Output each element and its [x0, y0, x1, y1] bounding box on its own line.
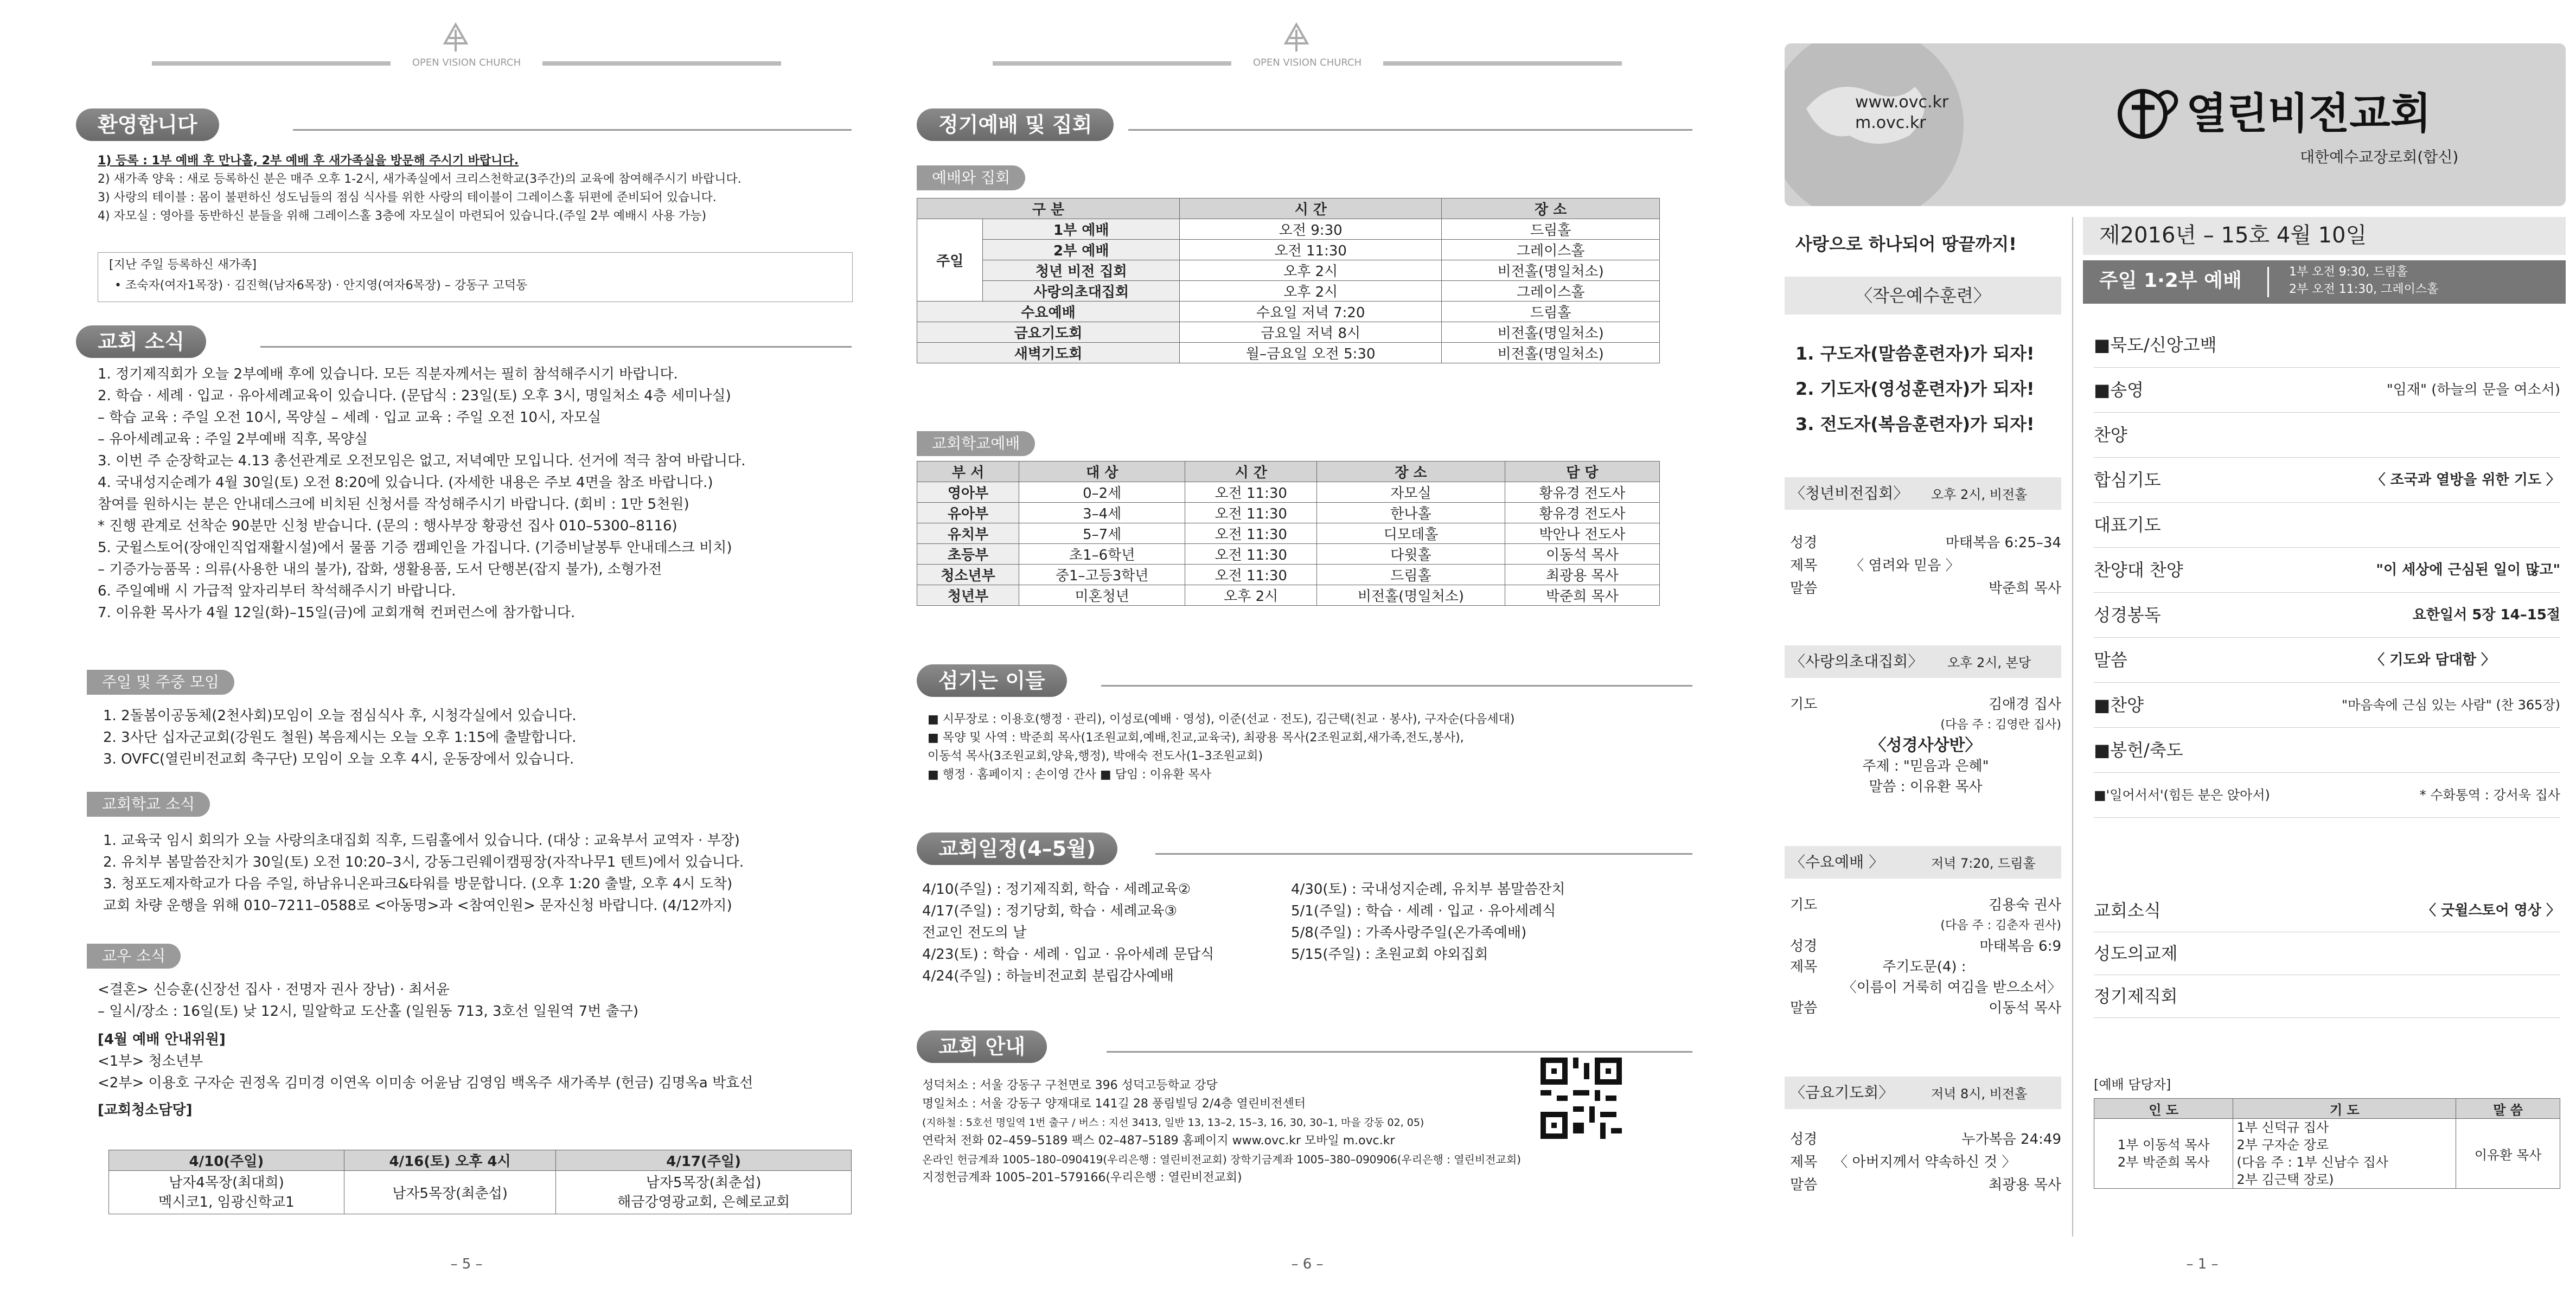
jesus-line: 3. 전도자(복음훈련자)가 되자!	[1795, 414, 2035, 434]
member-list	[98, 979, 753, 1121]
meeting-line: 1. 2돌봄이공동체(2천사회)모임이 오늘 점심식사 후, 시청각실에서 있습니다.	[103, 708, 577, 724]
school-line: 3. 청포도제자학교가 다음 주일, 하남유니온파크&타워를 방문합니다. (오후 1:20 출발, 오후 4시 도착)	[103, 876, 733, 892]
service-times	[2289, 264, 2438, 298]
school-header: 담 당	[1505, 462, 1659, 482]
servant-line: 이동석 목사(3조원교회,양육,행정), 박애숙 전도사(1–3조원교회)	[928, 750, 1263, 763]
after-worship	[2094, 889, 2560, 1018]
cleaning-title: [교회청소담당]	[98, 1102, 193, 1118]
schedule-line: 4/30(토) : 국내성지순례, 유치부 봄말씀잔치	[1291, 881, 1565, 898]
issue-banner	[2083, 217, 2566, 255]
worship-cell: 오전 11:30	[1180, 240, 1442, 260]
school-cell: 청소년부	[917, 565, 1019, 585]
wed-label: 기도	[1790, 897, 1818, 913]
wed-label: 성경	[1790, 938, 1818, 955]
guide-line: <2부> 이용호 구자순 권정옥 김미경 이연옥 이미송 어윤남 김영임 백옥주 새가족부 (헌금) 김명옥a 박효선	[98, 1075, 753, 1091]
school-cell: 영아부	[917, 482, 1019, 503]
school-header: 장 소	[1317, 462, 1505, 482]
worship-group-label: 주일	[917, 219, 983, 302]
header-rule-right	[1383, 61, 1622, 66]
worship-cell: 2부 예배	[983, 240, 1180, 260]
worship-cell: 오후 2시	[1180, 281, 1442, 302]
news-line: 2. 학습 · 세례 · 입교 · 유아세례교육이 있습니다. (문답식 : 23일(토) 오후 3시, 명일처소 4층 세미나실)	[98, 388, 731, 404]
duty-cell: 1부 이동석 목사 2부 박준희 목사	[2094, 1119, 2233, 1189]
section-guide-title: 교회 안내	[917, 1030, 1047, 1063]
guide-title: [4월 예배 안내위원]	[98, 1032, 226, 1048]
youth-banner	[1785, 477, 2061, 510]
order-item: 말씀	[2094, 650, 2127, 670]
cleaning-header: 4/10(주일)	[109, 1150, 344, 1171]
subsection-worship-title: 예배와 집회	[917, 165, 1025, 190]
cover-header	[1785, 43, 2566, 206]
servant-line: ■ 시무장로 : 이용호(행정 · 관리), 이성로(예배 · 영성), 이준(선교 · 전도), 김근택(친교 · 봉사), 구자순(다음세대)	[928, 713, 1515, 726]
meetings-list	[103, 705, 577, 770]
duty-header: 기 도	[2233, 1099, 2456, 1119]
page-header	[60, 19, 873, 79]
school-cell: 박안나 전도사	[1505, 523, 1659, 544]
schedule-right	[1291, 879, 1565, 965]
worship-cell: 오전 9:30	[1180, 219, 1442, 240]
fri-label: 말씀	[1790, 1177, 1818, 1193]
school-cell: 유치부	[917, 523, 1019, 544]
news-line: 3. 이번 주 순장학교는 4.13 총선관계로 오전모임은 없고, 저녁예만 모입니다. 선거에 적극 참여 바랍니다.	[98, 453, 746, 469]
school-cell: 중1–고등3학년	[1019, 565, 1185, 585]
school-cell: 오후 2시	[1185, 585, 1317, 606]
love-title: 〈사랑의초대집회〉	[1790, 652, 1923, 670]
school-header: 부 서	[917, 462, 1019, 482]
jesus-training-banner	[1785, 277, 2061, 315]
school-header: 대 상	[1019, 462, 1185, 482]
worship-cell: 수요예배	[917, 302, 1180, 322]
welcome-line: 4) 자모실 : 영아를 동반하신 분들을 위해 그레이스홀 3층에 자모실이 마련되어 있습니다.(주일 2부 예배시 사용 가능)	[98, 209, 707, 223]
worship-header: 시 간	[1180, 198, 1442, 219]
school-cell: 자모실	[1317, 482, 1505, 503]
love-label: 기도	[1790, 696, 1818, 713]
meeting-line: 3. OVFC(열린비전교회 축구단) 모임이 오늘 오후 4시, 운동장에서 있습니다.	[103, 751, 574, 767]
after-item: 정기제직회	[2094, 986, 2178, 1007]
schedule-line: 4/23(토) : 학습 · 세례 · 입교 · 유아세례 문답식	[922, 946, 1215, 963]
order-item: 합심기도	[2094, 470, 2161, 490]
welcome-line: 1) 등록 : 1부 예배 후 만나홀, 2부 예배 후 새가족실을 방문해 주시기 바랍니다.	[98, 154, 519, 168]
church-logo-icon	[2115, 81, 2181, 141]
school-cell: 박준희 목사	[1505, 585, 1659, 606]
school-cell: 미혼청년	[1019, 585, 1185, 606]
worship-header: 구 분	[917, 198, 1180, 219]
jesus-training-list	[1795, 336, 2035, 442]
love-theme: 주제 : "믿음과 은혜"	[1862, 758, 1989, 774]
order-item: 대표기도	[2094, 515, 2161, 535]
wed-label: 제목	[1790, 959, 1818, 975]
header-rule-left	[993, 61, 1231, 66]
love-next: (다음 주 : 김영란 집사)	[1940, 718, 2061, 732]
fri-label: 제목	[1790, 1154, 1818, 1170]
guide-line: 연락처 전화 02–459–5189 팩스 02–487–5189 홈페이지 www.ovc.kr 모바일 m.ovc.kr	[922, 1134, 1395, 1148]
guide-line: (지하철 : 5호선 명일역 1번 출구 / 버스 : 지선 3413, 일반 13, 13–2, 15–3, 16, 30, 30–1, 마을 강동 02, 05)	[922, 1117, 1424, 1129]
worship-cell: 1부 예배	[983, 219, 1180, 240]
church-name: 열린비전교회	[2186, 89, 2432, 138]
school-cell: 오전 11:30	[1185, 482, 1317, 503]
cover-urls	[1855, 92, 1948, 133]
divider	[1107, 1051, 1692, 1053]
church-logo-icon	[434, 19, 477, 57]
cleaning-cell: 남자5목장(최춘섭)	[344, 1171, 555, 1214]
worship-cell: 드림홀	[1442, 219, 1660, 240]
order-item: ■봉헌/축도	[2094, 740, 2183, 760]
servants-list	[928, 710, 1514, 784]
love-details	[1790, 694, 2061, 797]
school-cell: 황유경 전도사	[1505, 503, 1659, 523]
school-cell: 0–2세	[1019, 482, 1185, 503]
worship-cell: 청년 비전 집회	[983, 260, 1180, 281]
worship-cell: 오후 2시	[1180, 260, 1442, 281]
news-line: – 기증가능품목 : 의류(사용한 내의 불가), 잡화, 생활용품, 도서 단행본(잡지 불가), 소형가전	[98, 561, 662, 578]
cleaning-header: 4/16(토) 오후 4시	[344, 1150, 555, 1171]
wednesday-details	[1790, 895, 2061, 1018]
schedule-line: 5/1(주일) : 학습 · 세례 · 입교 · 유아세례식	[1291, 903, 1556, 919]
fri-value: 누가복음 24:49	[1961, 1131, 2061, 1148]
order-value: "마음속에 근심 있는 사람" (찬 365장)	[2342, 697, 2560, 713]
schedule-line: 전교인 전도의 날	[922, 925, 1027, 941]
welcome-list	[98, 152, 742, 226]
worship-cell: 그레이스홀	[1442, 281, 1660, 302]
order-value: * 수화통역 : 강서욱 집사	[2419, 787, 2560, 803]
friday-banner	[1785, 1077, 2061, 1109]
school-line: 2. 유치부 봄말씀잔치가 30일(토) 오전 10:20–3시, 강동그린웨이캠핑장(자작나무1 텐트)에서 있습니다.	[103, 854, 744, 870]
love-drama-title: 〈성경사상반〉	[1870, 736, 1981, 755]
welcome-line: 3) 사랑의 테이블 : 몸이 불편하신 성도님들의 점심 식사를 위한 사랑의 테이블이 그레이스홀 뒤편에 준비되어 있습니다.	[98, 191, 717, 204]
school-cell: 오전 11:30	[1185, 523, 1317, 544]
jesus-line: 2. 기도자(영성훈련자)가 되자!	[1795, 379, 2035, 399]
cleaning-header: 4/17(주일)	[556, 1150, 852, 1171]
page-number: – 1 –	[2186, 1256, 2219, 1272]
school-cell: 황유경 전도사	[1505, 482, 1659, 503]
newcomer-title: [지난 주일 등록하신 새가족]	[109, 258, 257, 272]
duty-title: [예배 담당자]	[2094, 1077, 2171, 1092]
member-line: – 일시/장소 : 16일(토) 낮 12시, 밀알학교 도산홀 (일원동 713, 3호선 일원역 7번 출구)	[98, 1003, 638, 1020]
subsection-meetings-title: 주일 및 주중 모임	[87, 670, 234, 695]
schedule-line: 4/10(주일) : 정기제직회, 학습 · 세례교육②	[922, 881, 1191, 898]
news-line: 참여를 원하시는 분은 안내데스크에 비치된 신청서를 작성해주시기 바랍니다. (회비 : 1만 5천원)	[98, 496, 689, 513]
love-speaker: 말씀 : 이유환 목사	[1869, 779, 1983, 795]
worship-cell: 금요기도회	[917, 322, 1180, 343]
youth-time: 오후 2시, 비전홀	[1931, 487, 2028, 502]
order-item: 찬양	[2094, 425, 2127, 445]
school-cell: 한나홀	[1317, 503, 1505, 523]
youth-details	[1790, 531, 2061, 600]
guide-line: 온라인 헌금계좌 1005–180–090419(우리은행 : 열린비전교회) 장학기금계좌 1005–380–090906(우리은행 : 열린비전교회)	[922, 1153, 1521, 1166]
school-cell: 3–4세	[1019, 503, 1185, 523]
wednesday-title: 〈수요예배 〉	[1790, 853, 1884, 871]
guide-line: <1부> 청소년부	[98, 1053, 203, 1069]
school-header: 시 간	[1185, 462, 1317, 482]
worship-cell: 그레이스홀	[1442, 240, 1660, 260]
friday-time: 저녁 8시, 비전홀	[1931, 1086, 2028, 1101]
guide-line: 명일처소 : 서울 강동구 양재대로 141길 28 풍림빌딩 2/4층 열린비전센터	[922, 1097, 1306, 1111]
news-line: – 학습 교육 : 주일 오전 10시, 목양실 – 세례 · 입교 교육 : 주일 오전 10시, 자모실	[98, 409, 601, 426]
wed-value: 김용숙 권사	[1989, 897, 2061, 913]
order-value: 요한일서 5장 14–15절	[2412, 607, 2560, 623]
news-line: – 유아세례교육 : 주일 2부예배 직후, 목양실	[98, 431, 368, 447]
guide-line: 지정헌금계좌 1005–201–579166(우리은행 : 열린비전교회)	[922, 1171, 1242, 1184]
wed-label: 말씀	[1790, 1000, 1818, 1016]
order-value: "이 세상에 근심된 일이 많고"	[2376, 562, 2560, 578]
school-list	[103, 830, 744, 917]
welcome-line: 2) 새가족 양육 : 새로 등록하신 분은 매주 오후 1-2시, 새가족실에서 크리스천학교(3주간)의 교육에 참여해주시기 바랍니다.	[98, 172, 742, 186]
servant-line: ■ 목양 및 사역 : 박준희 목사(1조원교회,예배,친교,교육국), 최광용 목사(2조원교회,새가족,전도,봉사),	[928, 731, 1464, 745]
order-value: "임재" (하늘의 문을 여소서)	[2386, 382, 2560, 398]
wed-value: 〈이름이 거룩히 여김을 받으소서〉	[1842, 979, 2061, 996]
worship-cell: 비전홀(명일처소)	[1442, 343, 1660, 363]
love-prayer: 김애경 집사	[1989, 696, 2061, 713]
worship-cell: 비전홀(명일처소)	[1442, 260, 1660, 281]
page-header	[900, 19, 1714, 79]
youth-value: 마태복음 6:25–34	[1945, 535, 2061, 551]
divider	[293, 129, 852, 131]
divider	[1155, 853, 1692, 855]
section-worship-title: 정기예배 및 집회	[917, 108, 1114, 141]
fri-label: 성경	[1790, 1131, 1818, 1148]
header-church-name: OPEN VISION CHURCH	[1252, 57, 1362, 68]
news-line: 4. 국내성지순례가 4월 30일(토) 오전 8:20에 있습니다. (자세한 내용은 주보 4면을 참조 바랍니다.)	[98, 475, 713, 491]
news-line: 7. 이유환 목사가 4월 12일(화)–15일(금)에 교회개혁 컨퍼런스에 참가합니다.	[98, 605, 576, 621]
youth-value: 박준희 목사	[1989, 580, 2061, 597]
section-servants-title: 섬기는 이들	[917, 664, 1067, 697]
newcomer-line: • 조숙자(여자1목장) · 김진혁(남자6목장) · 안지영(여자6목장) – 강동구 고덕동	[114, 279, 528, 292]
fri-value: 〈 아버지께서 약속하신 것 〉	[1833, 1154, 2016, 1170]
youth-value: 〈 염려와 믿음 〉	[1850, 558, 1960, 574]
guide-list	[922, 1077, 1521, 1187]
duty-cell: 1부 신덕규 집사 2부 구자순 장로 (다음 주 : 1부 신남수 집사 2부 김근택 장로)	[2233, 1119, 2456, 1189]
wednesday-banner	[1785, 846, 2061, 879]
page-6	[900, 0, 1714, 1294]
youth-label: 말씀	[1790, 580, 1818, 597]
news-list	[98, 363, 745, 624]
denomination: 대한예수교장로회(합신)	[2300, 148, 2459, 166]
meeting-line: 2. 3사단 십자군교회(강원도 철원) 복음제시는 오늘 오후 1:15에 출발합니다.	[103, 729, 577, 746]
school-cell: 이동석 목사	[1505, 544, 1659, 565]
header-church-name: OPEN VISION CHURCH	[412, 57, 521, 68]
youth-title: 〈청년비전집회〉	[1790, 484, 1909, 502]
worship-cell: 금요일 저녁 8시	[1180, 322, 1442, 343]
divider	[1101, 685, 1692, 687]
worship-cell: 수요일 저녁 7:20	[1180, 302, 1442, 322]
servant-line: ■ 행정 · 홈페이지 : 손이영 간사 ■ 담임 : 이유환 목사	[928, 768, 1211, 781]
cleaning-cell: 남자5목장(최춘섭) 해금강영광교회, 은혜로교회	[556, 1171, 852, 1214]
order-value: 〈 조국과 열방을 위한 기도 〉	[2371, 472, 2560, 488]
order-value: 〈 기도와 담대함 〉	[2370, 652, 2495, 668]
service-label: 주일 1·2부 예배	[2099, 270, 2242, 292]
section-news-title: 교회 소식	[76, 325, 206, 358]
worship-cell: 사랑의초대집회	[983, 281, 1180, 302]
jesus-training-title: 〈작은예수훈련〉	[1855, 285, 1991, 306]
news-line: * 진행 관계로 선착순 90분만 신청 받습니다. (문의 : 행사부장 황광선 집사 010–5300–8116)	[98, 518, 677, 534]
order-of-worship	[2094, 323, 2560, 818]
order-item: 찬양대 찬양	[2094, 560, 2183, 580]
youth-label: 성경	[1790, 535, 1818, 551]
header-rule-right	[542, 61, 781, 66]
order-item: ■'일어서서'(힘든 분은 앉아서)	[2094, 787, 2270, 803]
worship-cell: 비전홀(명일처소)	[1442, 322, 1660, 343]
slogan: 사랑으로 하나되어 땅끝까지!	[1795, 234, 2017, 254]
wed-value: 이동석 목사	[1989, 1000, 2061, 1016]
website-url: www.ovc.kr	[1855, 93, 1949, 112]
schedule-left	[922, 879, 1214, 987]
mobile-url: m.ovc.kr	[1855, 113, 1926, 132]
cleaning-table	[108, 1150, 852, 1214]
wed-value: (다음 주 : 김춘자 권사)	[1940, 919, 2061, 932]
worship-cell: 새벽기도회	[917, 343, 1180, 363]
school-cell: 다윗홀	[1317, 544, 1505, 565]
order-item: ■묵도/신앙고백	[2094, 335, 2217, 355]
service-banner	[2083, 260, 2566, 304]
worship-cell: 월–금요일 오전 5:30	[1180, 343, 1442, 363]
worship-cell: 드림홀	[1442, 302, 1660, 322]
school-cell: 5–7세	[1019, 523, 1185, 544]
school-worship-table	[917, 461, 1660, 606]
order-item: ■찬양	[2094, 695, 2144, 715]
school-cell: 오전 11:30	[1185, 503, 1317, 523]
duty-cell: 이유환 목사	[2456, 1119, 2560, 1189]
friday-title: 〈금요기도회〉	[1790, 1084, 1894, 1101]
school-cell: 디모데홀	[1317, 523, 1505, 544]
school-cell: 청년부	[917, 585, 1019, 606]
friday-details	[1790, 1128, 2061, 1196]
wednesday-time: 저녁 7:20, 드림홀	[1931, 856, 2036, 871]
wed-value: 주기도문(4) :	[1882, 959, 1966, 975]
subsection-member-title: 교우 소식	[87, 944, 181, 969]
worship-header: 장 소	[1442, 198, 1660, 219]
news-line: 6. 주일예배 시 가급적 앞자리부터 착석해주시기 바랍니다.	[98, 583, 456, 599]
duty-table	[2094, 1098, 2560, 1189]
page-5	[60, 0, 873, 1294]
duty-header: 말 씀	[2456, 1099, 2560, 1119]
duty-header: 인 도	[2094, 1099, 2233, 1119]
after-item: 교회소식	[2094, 900, 2161, 921]
schedule-line: 5/15(주일) : 초원교회 야외집회	[1291, 946, 1488, 963]
header-rule-left	[152, 61, 391, 66]
school-line: 교회 차량 운행을 위해 010–7211–0588로 <아동명>과 <참여인원> 문자신청 바랍니다. (4/12까지)	[103, 898, 732, 914]
guide-line: 성덕처소 : 서울 강동구 구천면로 396 성덕고등학교 강당	[922, 1079, 1218, 1092]
newcomer-box	[98, 252, 853, 302]
jesus-line: 1. 구도자(말씀훈련자)가 되자!	[1795, 343, 2035, 364]
school-cell: 오전 11:30	[1185, 544, 1317, 565]
news-line: 5. 굿윌스토어(장애인직업재활시설)에서 물품 기증 캠페인을 가집니다. (기증비날봉투 안내데스크 비치)	[98, 540, 732, 556]
school-cell: 초등부	[917, 544, 1019, 565]
school-cell: 드림홀	[1317, 565, 1505, 585]
issue-line: 제2016년 – 15호 4월 10일	[2099, 223, 2367, 248]
schedule-line: 4/17(주일) : 정기당회, 학습 · 세례교육③	[922, 903, 1177, 919]
youth-label: 제목	[1790, 558, 1818, 574]
divider	[260, 346, 852, 348]
subsection-school-title: 교회학교 소식	[87, 792, 210, 817]
service-time: 2부 오전 11:30, 그레이스홀	[2289, 283, 2439, 296]
school-cell: 초1–6학년	[1019, 544, 1185, 565]
wed-value: 마태복음 6:9	[1979, 938, 2061, 955]
section-schedule-title: 교회일정(4–5월)	[917, 832, 1117, 865]
service-divider	[2267, 267, 2269, 297]
schedule-line: 5/8(주일) : 가족사랑주일(온가족예배)	[1291, 925, 1527, 941]
fri-value: 최광용 목사	[1989, 1177, 2061, 1193]
page-number: – 6 –	[1291, 1256, 1324, 1272]
divider	[1128, 129, 1692, 131]
qr-code-icon	[1541, 1058, 1622, 1139]
school-cell: 유아부	[917, 503, 1019, 523]
after-value: 〈 굿윌스토어 영상 〉	[2422, 902, 2560, 919]
school-cell: 비전홀(명일처소)	[1317, 585, 1505, 606]
order-item: ■송영	[2094, 380, 2144, 400]
love-time: 오후 2시, 본당	[1947, 655, 2031, 670]
member-line: <결혼> 신승훈(신장선 집사 · 전명자 권사 장남) · 최서윤	[98, 982, 450, 998]
after-item: 성도의교제	[2094, 943, 2178, 964]
school-line: 1. 교육국 임시 회의가 오늘 사랑의초대집회 직후, 드림홀에서 있습니다. (대상 : 교육부서 교역자 · 부장)	[103, 832, 740, 849]
church-logo-icon	[1275, 19, 1318, 57]
section-welcome-title: 환영합니다	[76, 108, 219, 141]
order-item: 성경봉독	[2094, 605, 2161, 625]
schedule-line: 4/24(주일) : 하늘비전교회 분립감사예배	[922, 968, 1174, 984]
subsection-school-worship-title: 교회학교예배	[917, 431, 1035, 456]
news-line: 1. 정기제직회가 오늘 2부예배 후에 있습니다. 모든 직분자께서는 필히 참석해주시기 바랍니다.	[98, 366, 678, 382]
cleaning-cell: 남자4목장(최대희) 멕시코1, 임광신학교1	[109, 1171, 344, 1214]
school-cell: 최광용 목사	[1505, 565, 1659, 585]
service-time: 1부 오전 9:30, 드림홀	[2289, 265, 2408, 279]
school-cell: 오전 11:30	[1185, 565, 1317, 585]
worship-table	[917, 198, 1660, 363]
love-banner	[1785, 645, 2061, 678]
page-1-cover	[1768, 0, 2576, 1294]
page-number: – 5 –	[450, 1256, 483, 1272]
